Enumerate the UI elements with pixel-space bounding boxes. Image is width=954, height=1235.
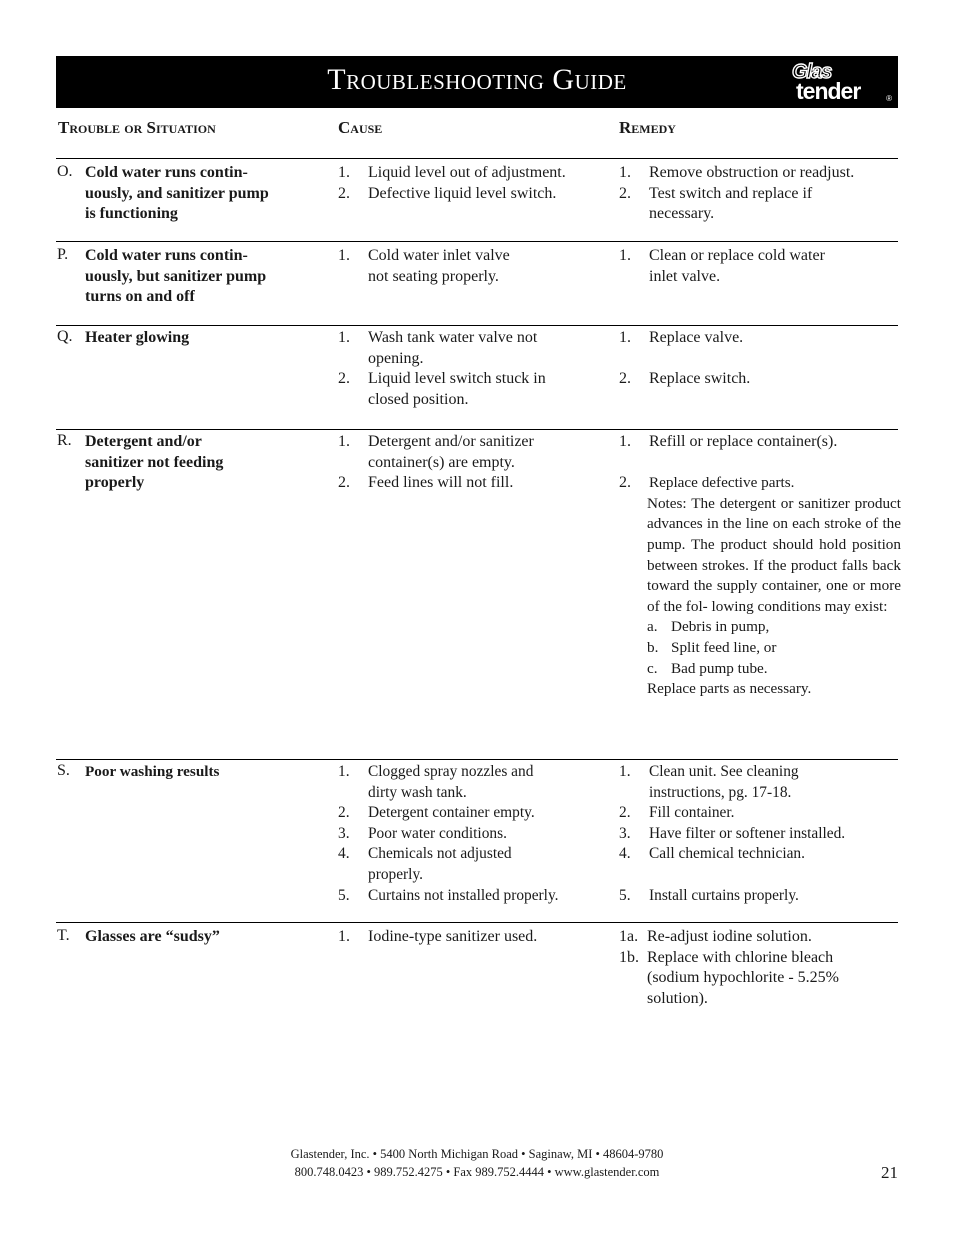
title-banner (56, 56, 898, 108)
remedy-item: 1. Remove obstruction or readjust. (619, 164, 855, 181)
cause-item: 2. Defective liquid level switch. (338, 184, 557, 202)
remedy-list (619, 762, 869, 906)
cause-item: 1. Iodine-type sanitizer used. (338, 928, 538, 945)
logo-tender: tender (796, 78, 861, 104)
remedy-item: 4. Call chemical technician. (619, 845, 805, 863)
cause-list (338, 328, 548, 410)
column-header-cause: Cause (338, 118, 383, 137)
remedy-item: 2. Fill container. (619, 804, 735, 822)
trouble-description: Glasses are “sudsy” (85, 928, 220, 945)
footer-phone: 800.748.0423 • 989.752.4275 • Fax 989.752.4444 • www.glastender.com (294, 1164, 660, 1179)
logo-glas: Glas (792, 61, 832, 83)
trouble-description: Cold water runs contin- uously, and sanitizer pump is functioning (85, 164, 269, 223)
condition-item: b. Split feed line, or (647, 638, 777, 656)
remedy-item: 2. Test switch and replace if necessary. (619, 184, 813, 223)
row-letter: Q. (57, 328, 73, 345)
cause-list (338, 246, 528, 287)
cause-item: 3. Poor water conditions. (338, 824, 507, 842)
cause-item: 2. Detergent container empty. (338, 804, 535, 822)
cause-item: 5. Curtains not installed properly. (338, 886, 559, 904)
remedy-list (619, 328, 889, 390)
remedy-item: 1b. Replace with chlorine bleach (sodium hypochlorite - 5.25% solution). (619, 948, 839, 1007)
row-letter: T. (57, 927, 70, 944)
row-divider (56, 759, 898, 760)
remedy-item: 2. Replace defective parts. (619, 474, 795, 492)
page-title: Troubleshooting Guide (327, 63, 627, 96)
trouble-description: Detergent and/or sanitizer not feeding properly (85, 433, 224, 492)
remedy-item: 1. Clean or replace cold water inlet valve. (619, 247, 825, 285)
remedy-item: 1. Replace valve. (619, 329, 744, 346)
remedy-list (619, 163, 889, 225)
row-divider (56, 325, 898, 326)
row-divider (56, 429, 898, 430)
cause-list (338, 432, 556, 494)
cause-list (338, 163, 596, 204)
remedy-item: 5. Install curtains properly. (619, 886, 799, 904)
column-header-remedy: Remedy (619, 118, 676, 137)
footer-contact (56, 1146, 898, 1181)
glastender-logo (786, 61, 892, 105)
trouble-description: Heater glowing (85, 329, 190, 346)
trouble-description: Cold water runs contin- uously, but sanitizer pump turns on and off (85, 247, 267, 306)
cause-list (338, 762, 578, 906)
cause-item: 2. Feed lines will not fill. (338, 474, 514, 492)
cause-item: 1. Cold water inlet valve not seating properly. (338, 247, 510, 285)
footer-address: Glastender, Inc. • 5400 North Michigan Road • Saginaw, MI • 48604-9780 (290, 1147, 664, 1161)
remedy-list (619, 432, 901, 700)
row-divider (56, 922, 898, 923)
cause-item: 4. Chemicals not adjusted properly. (338, 845, 512, 883)
remedy-item: 1. Refill or replace container(s). (619, 433, 838, 450)
cause-item: 1. Detergent and/or sanitizer container(s) are empty. (338, 433, 534, 471)
row-divider (56, 241, 898, 242)
page-number: 21 (881, 1163, 898, 1182)
cause-item: 1. Liquid level out of adjustment. (338, 164, 566, 181)
remedy-list (619, 927, 869, 1009)
condition-item: c. Bad pump tube. (647, 659, 768, 677)
cause-list (338, 927, 588, 948)
cause-item: 2. Liquid level switch stuck in closed position. (338, 370, 546, 408)
condition-item: a. Debris in pump, (647, 618, 770, 636)
notes-closing: Replace parts as necessary. (647, 680, 812, 698)
remedy-list (619, 246, 844, 287)
remedy-item: 2. Replace switch. (619, 370, 751, 388)
notes-text: Notes: The detergent or sanitizer product advances in the line on each stroke of the pump. The product should hold position between strokes. If the product falls back toward the supply container, one or more of the fol- lowing conditions may exist: (647, 494, 901, 615)
cause-item: 1. Clogged spray nozzles and dirty wash tank. (338, 763, 534, 801)
row-letter: P. (57, 246, 69, 263)
remedy-notes (647, 494, 901, 700)
logo-registered-mark: ® (886, 94, 892, 103)
row-letter: O. (57, 163, 73, 180)
cause-item: 1. Wash tank water valve not opening. (338, 329, 538, 367)
remedy-item: 3. Have filter or softener installed. (619, 824, 846, 842)
row-divider (56, 158, 898, 159)
remedy-item: 1. Clean unit. See cleaning instructions, pg. 17-18. (619, 763, 799, 801)
trouble-description: Poor washing results (85, 763, 220, 780)
row-letter: R. (57, 432, 72, 449)
column-header-trouble: Trouble or Situation (58, 118, 216, 137)
remedy-item: 1a. Re-adjust iodine solution. (619, 928, 812, 945)
row-letter: S. (57, 762, 70, 779)
